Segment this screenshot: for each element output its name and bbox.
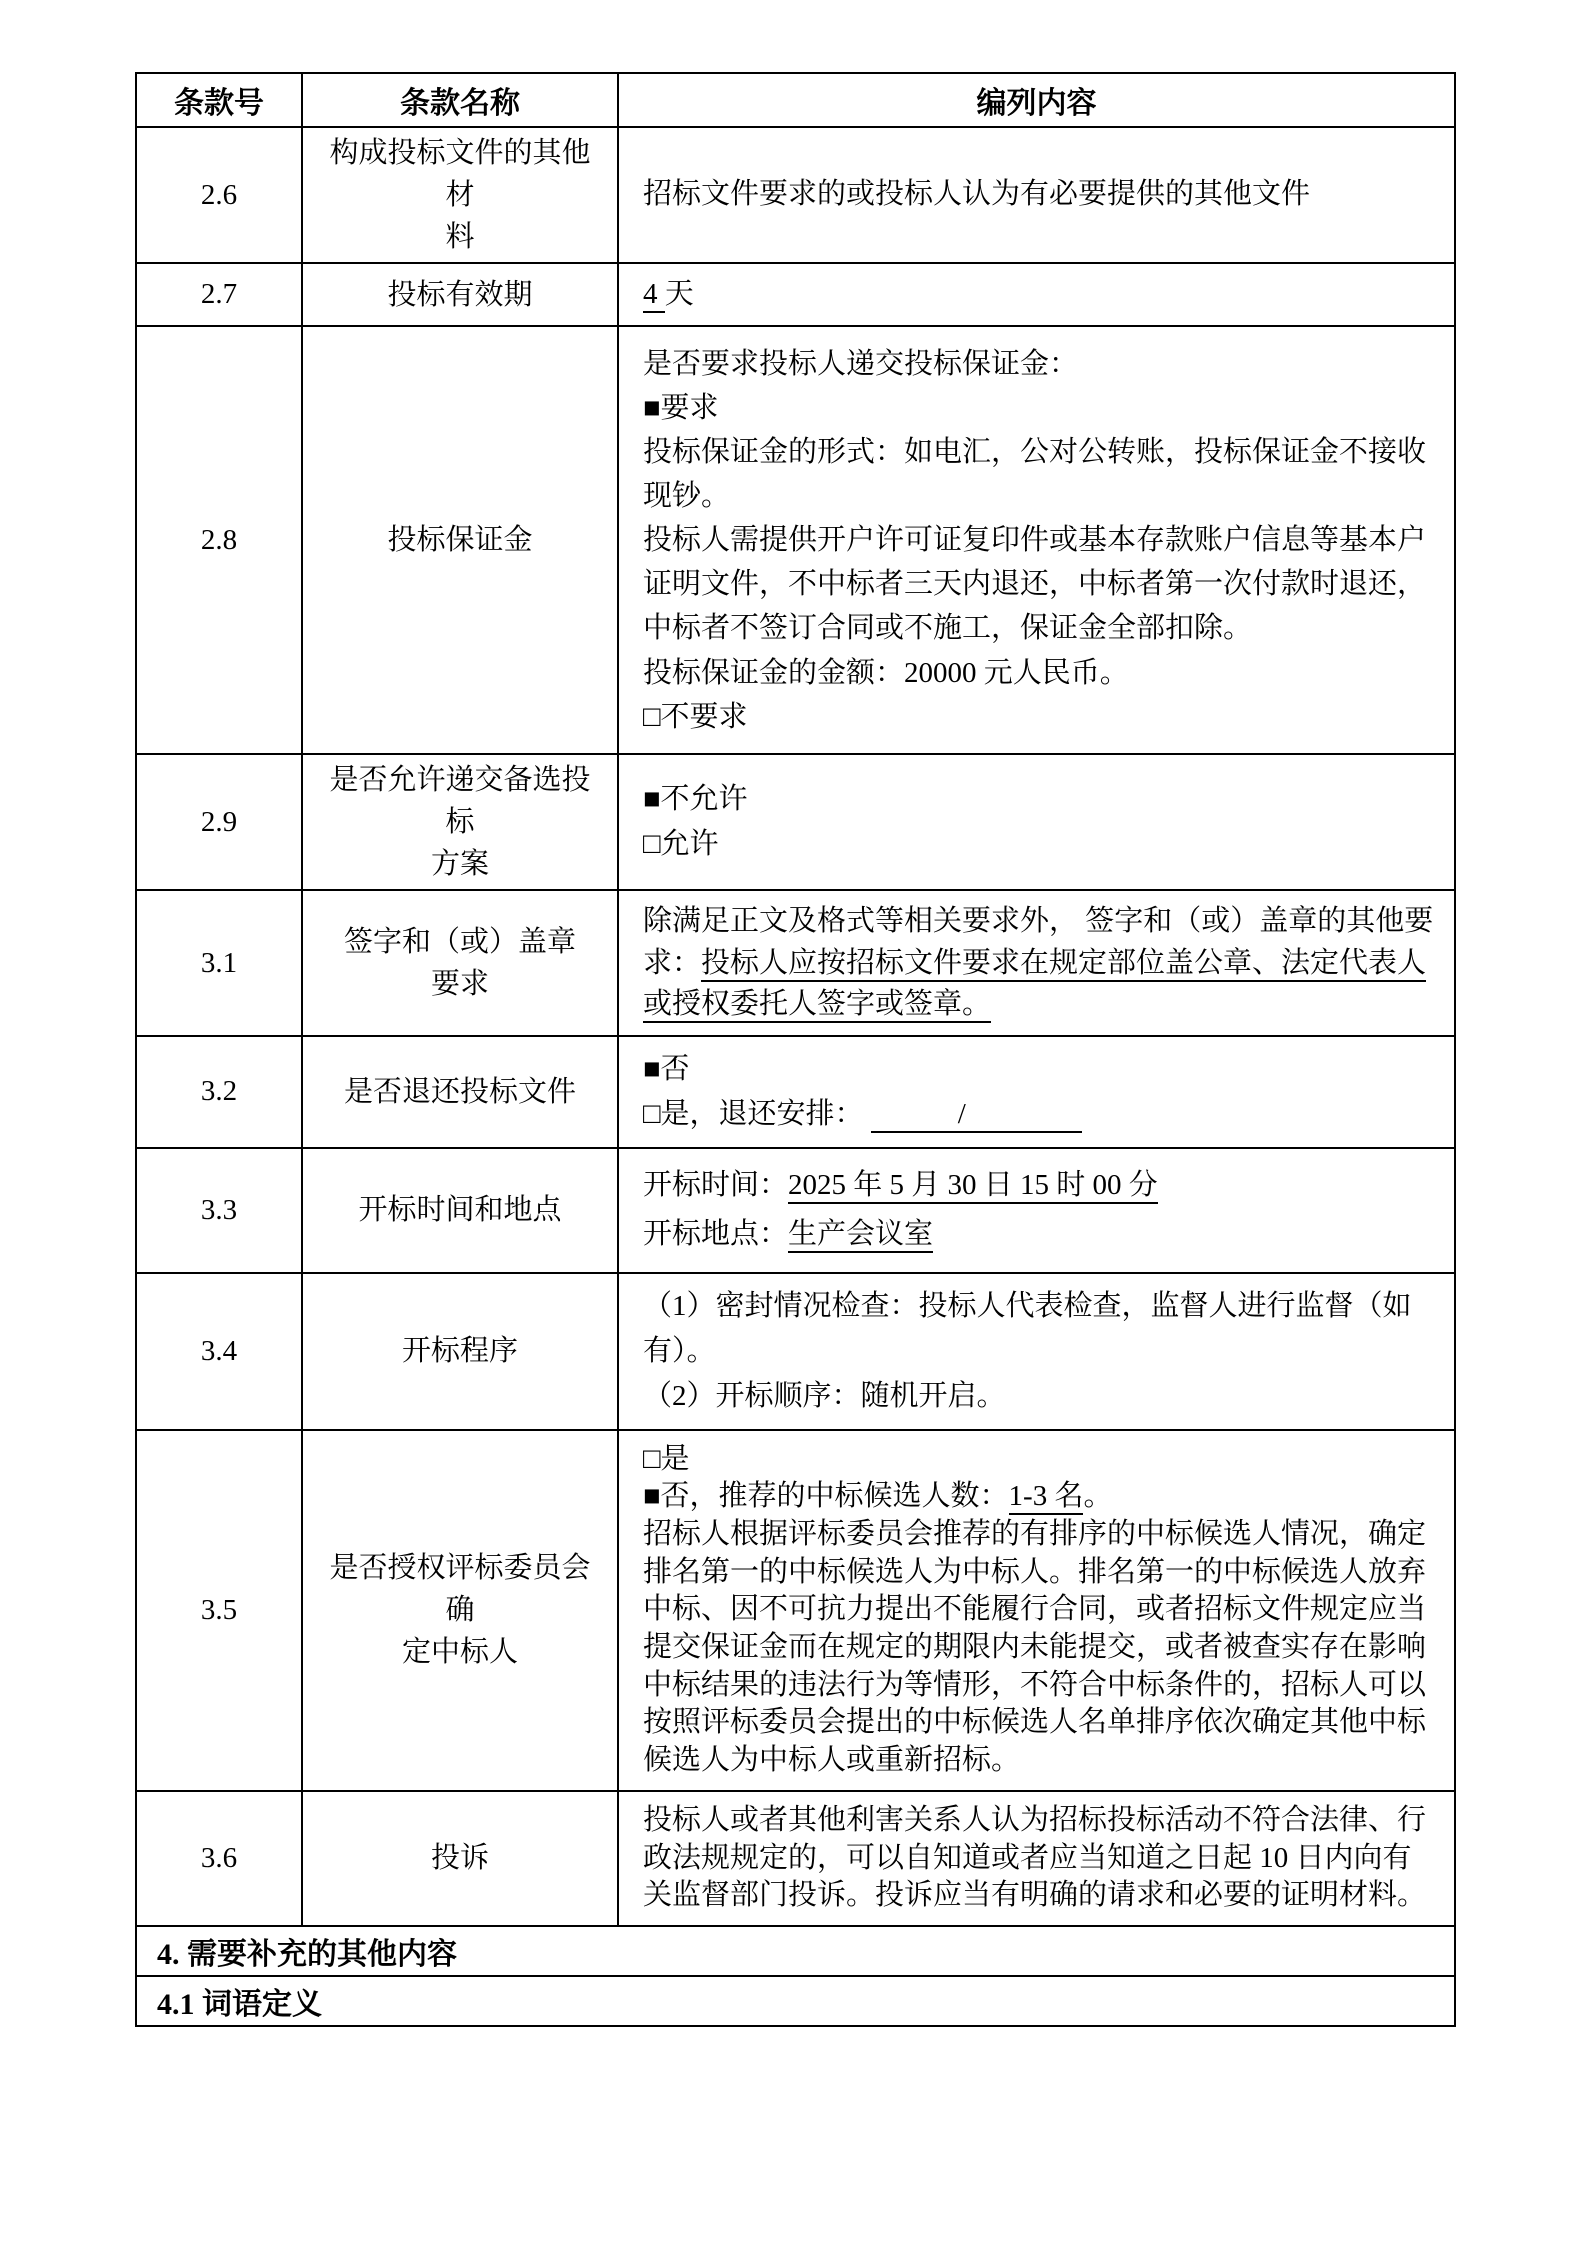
text-segment: ■否，推荐的中标候选人数：	[643, 1480, 1009, 1513]
text-segment: □是，退还安排：	[643, 1097, 871, 1130]
clause-no: 2.9	[136, 754, 302, 890]
underlined-text: 2025 年 5 月 30 日 15 时 00 分	[788, 1169, 1158, 1204]
table-row	[136, 1430, 1455, 1791]
clause-content	[618, 1148, 1455, 1273]
content-line	[643, 901, 1440, 1025]
table-body	[136, 127, 1455, 1926]
table-row	[136, 1148, 1455, 1273]
section-row	[136, 1976, 1455, 2026]
text-segment: 开标时间：	[643, 1169, 789, 1202]
content-line	[643, 274, 1440, 315]
clause-name: 构成投标文件的其他材 料	[302, 127, 618, 263]
table-row	[136, 326, 1455, 754]
header-clause-name: 条款名称	[302, 73, 618, 127]
clause-name: 签字和（或）盖章 要求	[302, 890, 618, 1036]
underlined-text: /	[871, 1098, 1082, 1133]
clause-name: 投标保证金	[302, 326, 618, 754]
underlined-text: 1-3 名	[1009, 1480, 1084, 1515]
clause-name: 开标时间和地点	[302, 1148, 618, 1273]
text-segment: （1）密封情况检查：投标人代表检查，监督人进行监督（如有）。	[643, 1289, 1412, 1367]
clause-content	[618, 263, 1455, 326]
table-row	[136, 754, 1455, 890]
clause-content	[618, 1036, 1455, 1148]
content-line	[643, 777, 1440, 822]
content-line	[643, 651, 1440, 695]
text-segment: 开标地点：	[643, 1218, 789, 1251]
table-row	[136, 1036, 1455, 1148]
clause-no: 3.4	[136, 1273, 302, 1430]
table-row	[136, 1791, 1455, 1926]
content-line	[643, 1516, 1440, 1780]
content-line	[643, 386, 1440, 430]
table-row	[136, 1273, 1455, 1430]
table-row	[136, 890, 1455, 1036]
content-line	[643, 518, 1440, 650]
clause-content	[618, 127, 1455, 263]
text-segment: ■要求	[643, 392, 719, 425]
text-segment: □是	[643, 1442, 690, 1475]
content-line	[643, 174, 1440, 215]
clause-no: 3.6	[136, 1791, 302, 1926]
section-row	[136, 1926, 1455, 1976]
clause-name: 投诉	[302, 1791, 618, 1926]
underlined-text: 生产会议室	[788, 1218, 933, 1253]
text-segment: □允许	[643, 828, 719, 861]
clause-no: 3.5	[136, 1430, 302, 1791]
content-line	[643, 1210, 1440, 1259]
text-segment: 。	[1083, 1480, 1113, 1513]
text-segment: 投标保证金的金额：20000 元人民币。	[643, 656, 1129, 689]
content-line	[643, 1802, 1440, 1915]
content-line	[643, 1161, 1440, 1210]
header-row	[136, 73, 1455, 127]
content-line	[643, 1047, 1440, 1092]
content-line	[643, 1441, 1440, 1479]
text-segment: ■不允许	[643, 783, 748, 816]
table-header	[136, 73, 1455, 127]
text-segment: 投标人需提供开户许可证复印件或基本存款账户信息等基本户证明文件，不中标者三天内退还，中标者第一次付款时退还，中标者不签订合同或不施工，保证金全部扣除。	[643, 524, 1427, 645]
content-line	[643, 1478, 1440, 1516]
clause-name: 开标程序	[302, 1273, 618, 1430]
content-line	[643, 1374, 1440, 1419]
text-segment: 投标人或者其他利害关系人认为招标投标活动不符合法律、行政法规规定的，可以自知道或者应当知道之日起 10 日内向有关监督部门投诉。投诉应当有明确的请求和必要的证明材料。	[643, 1803, 1427, 1912]
text-segment: 是否要求投标人递交投标保证金：	[643, 347, 1079, 380]
clause-no: 2.6	[136, 127, 302, 263]
text-segment: ■否	[643, 1052, 690, 1085]
content-line	[643, 1092, 1440, 1137]
clause-name: 是否允许递交备选投标 方案	[302, 754, 618, 890]
table-row	[136, 263, 1455, 326]
clause-content	[618, 754, 1455, 890]
section-title-definitions: 4.1 词语定义	[136, 1976, 1455, 2026]
clause-no: 3.1	[136, 890, 302, 1036]
content-line	[643, 822, 1440, 867]
clause-no: 3.2	[136, 1036, 302, 1148]
clause-content	[618, 890, 1455, 1036]
section-title-supplement: 4. 需要补充的其他内容	[136, 1926, 1455, 1976]
text-segment: 招标文件要求的或投标人认为有必要提供的其他文件	[643, 178, 1311, 211]
header-content: 编列内容	[618, 73, 1455, 127]
clause-no: 2.7	[136, 263, 302, 326]
table-row	[136, 127, 1455, 263]
text-segment: 天	[664, 278, 694, 311]
underlined-text: 投标人应按招标文件要求在规定部位盖公章、法定代表人或授权委托人签字或签章。	[643, 947, 1426, 1023]
content-line	[643, 695, 1440, 739]
clauses-table	[135, 72, 1456, 2027]
content-line	[643, 1284, 1440, 1374]
text-segment: 除满足正文及格式等相关要求外， 签字和（或）盖章的其他要求：	[643, 905, 1434, 979]
underlined-text: 4	[643, 278, 665, 313]
table-footer	[136, 1926, 1455, 2026]
clause-content	[618, 1430, 1455, 1791]
clause-no: 3.3	[136, 1148, 302, 1273]
clause-content	[618, 1273, 1455, 1430]
clause-no: 2.8	[136, 326, 302, 754]
text-segment: 投标保证金的形式：如电汇，公对公转账，投标保证金不接收现钞。	[643, 436, 1427, 513]
text-segment: （2）开标顺序：随机开启。	[643, 1379, 1006, 1412]
clause-content	[618, 326, 1455, 754]
clause-name: 是否退还投标文件	[302, 1036, 618, 1148]
content-line	[643, 342, 1440, 386]
content-line	[643, 430, 1440, 518]
header-clause-no: 条款号	[136, 73, 302, 127]
clause-name: 是否授权评标委员会确 定中标人	[302, 1430, 618, 1791]
text-segment: □不要求	[643, 700, 748, 733]
clause-content	[618, 1791, 1455, 1926]
clause-name: 投标有效期	[302, 263, 618, 326]
text-segment: 招标人根据评标委员会推荐的有排序的中标候选人情况，确定排名第一的中标候选人为中标人。排名第一的中标候选人放弃中标、因不可抗力提出不能履行合同，或者招标文件规定应当提交保证金而在规定的期限内未能提交，或者被查实存在影响中标结果的违法行为等情形，不符合中标条件的，招标人可以按照评标委员会提出的中标候选人名单排序依次确定其他中标候选人为中标人或重新招标。	[643, 1518, 1427, 1777]
